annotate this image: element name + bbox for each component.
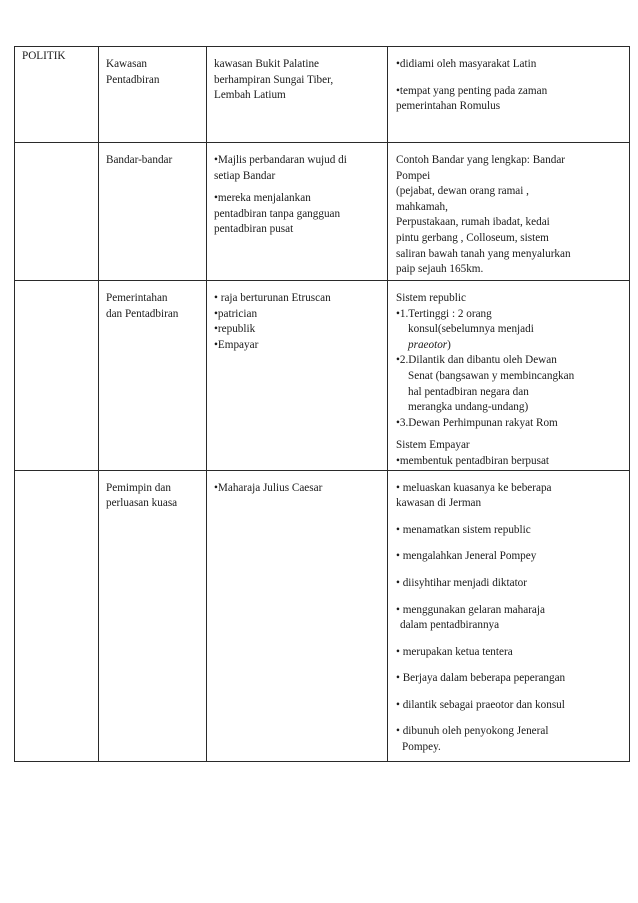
text-line: •Maharaja Julius Caesar bbox=[214, 481, 323, 494]
topic-pemimpin bbox=[99, 471, 206, 512]
text-fragment: ) bbox=[447, 338, 451, 351]
text-line: pintu gerbang , Colloseum, sistem bbox=[396, 231, 549, 244]
text-line: (pejabat, dewan orang ramai , bbox=[396, 185, 529, 198]
bullet-block bbox=[396, 671, 623, 687]
history-table bbox=[14, 46, 630, 762]
topic-line: Bandar-bandar bbox=[106, 154, 173, 166]
text-line: •didiami oleh masyarakat Latin bbox=[396, 58, 537, 70]
details-cell bbox=[388, 470, 630, 761]
bullet-list bbox=[214, 291, 381, 353]
text-line: berhampiran Sungai Tiber, bbox=[214, 73, 334, 86]
table-row bbox=[15, 470, 630, 761]
text-line: Senat (bangsawan y membincangkan bbox=[408, 369, 575, 382]
bullet-block bbox=[396, 523, 623, 539]
bullet-block bbox=[396, 724, 623, 755]
text-line: •Empayar bbox=[214, 338, 259, 351]
republic-block bbox=[396, 291, 623, 431]
text-line: dalam pentadbirannya bbox=[400, 619, 500, 632]
topic-line: Pentadbiran bbox=[106, 73, 160, 86]
text-line: •3.Dewan Perhimpunan rakyat Rom bbox=[396, 416, 558, 429]
text-line: •republik bbox=[214, 323, 256, 336]
table-row bbox=[15, 47, 630, 143]
category-label: POLITIK bbox=[22, 50, 66, 62]
italic-term: praeotor bbox=[408, 338, 448, 351]
text-line: saliran bawah tanah yang menyalurkan bbox=[396, 247, 571, 260]
topic-kawasan-pentadbiran bbox=[99, 47, 206, 88]
text-line: pemerintahan Romulus bbox=[396, 100, 501, 113]
text-line: pentadbiran tanpa gangguan bbox=[214, 207, 341, 220]
text-line: mahkamah, bbox=[396, 200, 448, 213]
text-line: • mengalahkan Jeneral Pompey bbox=[396, 550, 537, 563]
bullet-block bbox=[396, 603, 623, 634]
bullet-block bbox=[396, 481, 623, 512]
table-row bbox=[15, 143, 630, 281]
text-line bbox=[396, 338, 623, 354]
points-cell bbox=[207, 470, 388, 761]
bullet-block bbox=[396, 84, 623, 115]
bullet-block bbox=[214, 153, 381, 184]
empire-block bbox=[396, 438, 623, 469]
text-line: • menggunakan gelaran maharaja bbox=[396, 603, 545, 616]
text-line: kawasan Bukit Palatine bbox=[214, 58, 320, 70]
text-line: • menamatkan sistem republic bbox=[396, 523, 531, 536]
text-block bbox=[396, 153, 623, 278]
text-line: Pompei bbox=[396, 169, 431, 182]
category-cell bbox=[15, 143, 99, 281]
details-cell bbox=[388, 281, 630, 471]
topic-cell bbox=[99, 143, 207, 281]
text-line: paip sejauh 165km. bbox=[396, 263, 484, 276]
bullet-block bbox=[396, 576, 623, 592]
text-line: •membentuk pentadbiran berpusat bbox=[396, 454, 550, 467]
text-line: • meluaskan kuasanya ke beberapa bbox=[396, 481, 552, 494]
bullet-block bbox=[396, 698, 623, 714]
text-line: •Majlis perbandaran wujud di bbox=[214, 154, 347, 166]
text-line: pentadbiran pusat bbox=[214, 223, 294, 236]
text-line: konsul(sebelumnya menjadi bbox=[408, 323, 534, 336]
text-line: • diisyhtihar menjadi diktator bbox=[396, 576, 527, 589]
topic-line: perluasan kuasa bbox=[106, 497, 178, 510]
topic-cell bbox=[99, 47, 207, 143]
text-line: •1.Tertinggi : 2 orang bbox=[396, 307, 492, 320]
text-line: • dibunuh oleh penyokong Jeneral bbox=[396, 725, 549, 738]
topic-cell bbox=[99, 281, 207, 471]
text-line: •patrician bbox=[214, 307, 258, 320]
bullet-block bbox=[396, 57, 623, 73]
text-line: Contoh Bandar yang lengkap: Bandar bbox=[396, 154, 566, 166]
text-block bbox=[214, 57, 381, 104]
text-line: •2.Dilantik dan dibantu oleh Dewan bbox=[396, 354, 557, 367]
category-cell bbox=[15, 281, 99, 471]
topic-line: Pemerintahan bbox=[106, 292, 168, 304]
text-line: Sistem republic bbox=[396, 292, 466, 304]
text-line: •tempat yang penting pada zaman bbox=[396, 84, 548, 97]
text-line: Pompey. bbox=[402, 741, 441, 754]
topic-cell bbox=[99, 470, 207, 761]
text-line: • Berjaya dalam beberapa peperangan bbox=[396, 672, 566, 685]
text-line: • raja berturunan Etruscan bbox=[214, 292, 331, 304]
text-line: • dilantik sebagai praeotor dan konsul bbox=[396, 698, 565, 711]
topic-line: Kawasan bbox=[106, 58, 148, 70]
text-line: hal pentadbiran negara dan bbox=[408, 385, 529, 398]
text-line: •mereka menjalankan bbox=[214, 192, 311, 205]
bullet-block bbox=[396, 549, 623, 565]
topic-bandar-bandar bbox=[99, 143, 206, 169]
points-cell bbox=[207, 281, 388, 471]
text-line: Lembah Latium bbox=[214, 89, 286, 102]
text-line: • merupakan ketua tentera bbox=[396, 645, 513, 658]
bullet-block bbox=[396, 645, 623, 661]
points-cell bbox=[207, 47, 388, 143]
text-line: merangka undang-undang) bbox=[408, 401, 529, 414]
text-line: Sistem Empayar bbox=[396, 439, 470, 452]
topic-line: Pemimpin dan bbox=[106, 481, 171, 494]
category-cell bbox=[15, 470, 99, 761]
details-cell bbox=[388, 143, 630, 281]
points-cell bbox=[207, 143, 388, 281]
text-line: setiap Bandar bbox=[214, 169, 276, 182]
bullet-block bbox=[214, 191, 381, 238]
text-line: kawasan di Jerman bbox=[396, 497, 482, 510]
topic-line: dan Pentadbiran bbox=[106, 307, 179, 320]
text-line: Perpustakaan, rumah ibadat, kedai bbox=[396, 216, 550, 229]
category-cell bbox=[15, 47, 99, 143]
details-cell bbox=[388, 47, 630, 143]
topic-pemerintahan bbox=[99, 281, 206, 322]
table-row bbox=[15, 281, 630, 471]
